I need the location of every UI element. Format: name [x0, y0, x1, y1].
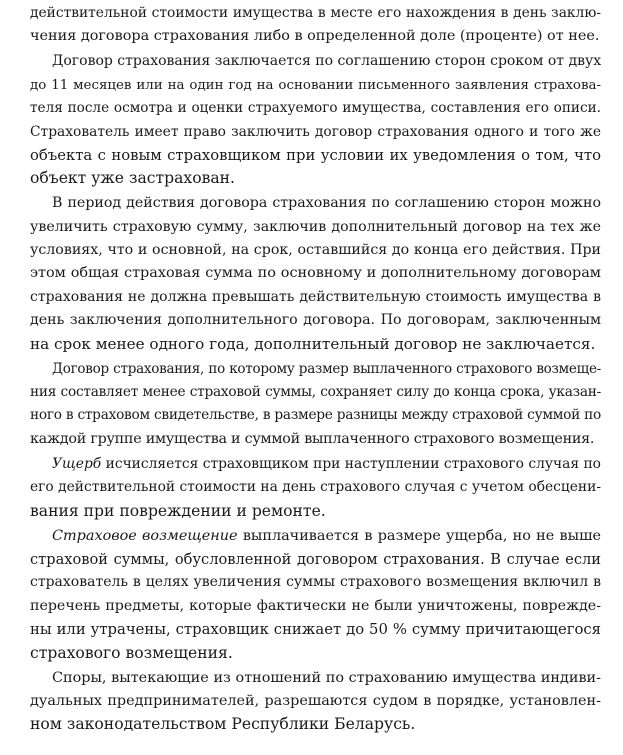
text-line: ном законодательством Республики Беларусь.: [30, 715, 416, 734]
text-line: вания при повреждении и ремонте.: [30, 501, 326, 520]
paragraph-remaining-validity: [30, 358, 601, 452]
text-line: каждой группе имущества и суммой выплаченного страхового возмещения.: [30, 430, 595, 447]
paragraph-disputes: [30, 667, 601, 737]
text-line: Договор страхования, по которому размер выплаченного страхового возмеще-: [52, 360, 601, 377]
text-line: объекта с новым страховщиком при условии их уведомления о том, что: [30, 146, 601, 164]
text-line: ны или утрачены, страховщик снижает до 50 % сумму причитающегося: [30, 621, 601, 639]
text-line: условиях, что и основной, на срок, оставшийся до конца его действия. При: [30, 242, 601, 259]
text-line: страховой суммы, обусловленной договором страхования. В случае если: [30, 550, 601, 568]
paragraph-contract-term: [30, 50, 601, 190]
text-line: этом общая страховая сумма по основному и дополнительному договорам: [30, 265, 601, 282]
text-line: Страхователь имеет право заключить договор страхования одного и того же: [30, 123, 601, 140]
text-line: до 11 месяцев или на один год на основании письменного заявления страхова-: [30, 77, 601, 93]
text-line: его действительной стоимости на день страхового случая с учетом обесцени-: [30, 479, 601, 496]
text-line: ного в страховом свидетельстве, в размере разницы между страховой суммой по: [30, 407, 601, 424]
paragraph-damage: [30, 453, 601, 523]
text-line: [30, 525, 601, 548]
text-fragment: исчисляется страховщиком при наступлении страхового случая по: [101, 455, 601, 472]
text-line: ния составляет менее страховой суммы, сохраняет силу до конца срока, указан-: [30, 384, 601, 401]
paragraph-property-value: [30, 2, 601, 49]
text-line: перечень предметы, которые фактически не были уничтожены, поврежде-: [30, 597, 601, 614]
text-line: Договор страхования заключается по соглашению сторон сроком от двух: [52, 53, 601, 70]
paragraph-compensation: [30, 525, 601, 665]
text-line: чения договора страхования либо в определенной доле (проценте) от нее.: [30, 28, 600, 45]
text-line: В период действия договора страхования по соглашению сторон можно: [52, 195, 601, 212]
text-line: на срок менее одного года, дополнительный договор не заключается.: [30, 334, 596, 353]
text-line: день заключения дополнительного договора. По договорам, заключенным: [30, 312, 601, 329]
term-damage: Ущерб: [52, 455, 102, 472]
text-line: увеличить страховую сумму, заключив дополнительный договор на тех же: [30, 218, 601, 235]
text-line: теля после осмотра и оценки страхуемого имущества, составления его описи.: [30, 100, 601, 117]
text-line: страхователь в целях увеличения суммы страхового возмещения включил в: [30, 574, 601, 591]
text-line: дуальных предпринимателей, разрешаются судом в порядке, установлен-: [30, 692, 601, 709]
text-line: [30, 453, 601, 476]
text-line: страхования не должна превышать действительную стоимость имущества в: [30, 288, 601, 305]
text-fragment: выплачивается в размере ущерба, но не выше: [237, 527, 601, 544]
text-line: объект уже застрахован.: [30, 169, 236, 188]
text-line: действительной стоимости имущества в месте его нахождения в день заклю-: [30, 5, 601, 21]
text-line: Споры, вытекающие из отношений по страхованию имущества индиви-: [52, 669, 601, 686]
text-line: страхового возмещения.: [30, 643, 233, 662]
paragraph-sum-increase: [30, 192, 601, 356]
term-compensation: Страховое возмещение: [52, 527, 238, 544]
